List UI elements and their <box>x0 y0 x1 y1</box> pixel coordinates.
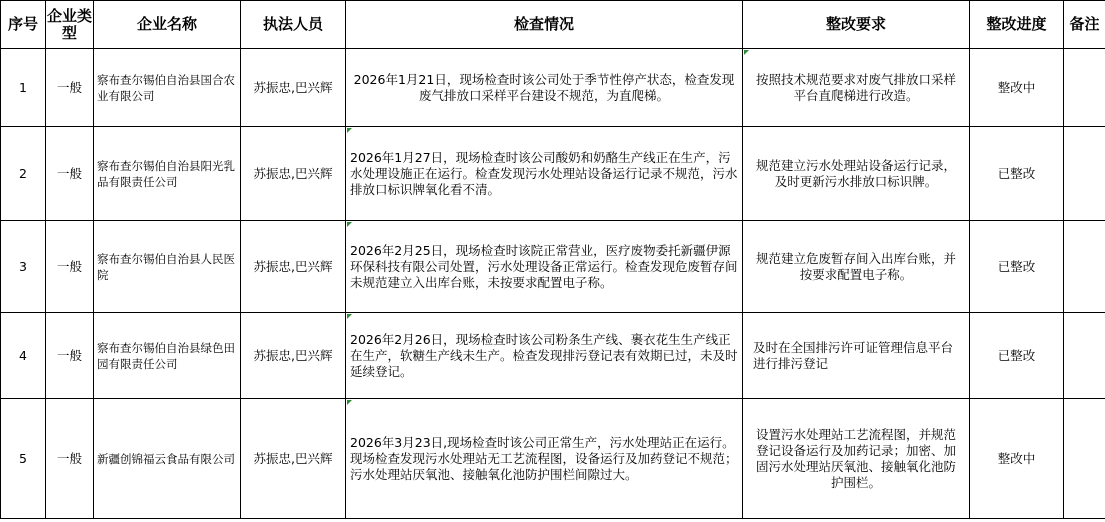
row-remarks <box>1064 127 1105 221</box>
row-index: 3 <box>1 221 46 313</box>
row-type: 一般 <box>46 313 94 399</box>
row-company: 新疆创锦福云食品有限公司 <box>94 399 241 519</box>
row-inspection: 2026年1月27日，现场检查时该公司酸奶和奶酪生产线正在生产，污水处理设施正在运行。检查发现污水处理站设备运行记录不规范，污水排放口标识牌氧化看不清。 <box>346 127 743 221</box>
row-inspection: 2026年1月21日，现场检查时该公司处于季节性停产状态，检查发现废气排放口采样平台建设不规范，为直爬梯。 <box>346 49 743 127</box>
row-type: 一般 <box>46 221 94 313</box>
row-progress: 已整改 <box>970 127 1064 221</box>
row-remarks <box>1064 399 1105 519</box>
row-inspection: 2026年2月26日，现场检查时该公司粉条生产线、裹衣花生生产线正在生产，软糖生产线未生产。检查发现排污登记表有效期已过，未及时延续登记。 <box>346 313 743 399</box>
row-type: 一般 <box>46 49 94 127</box>
header-requirement: 整改要求 <box>743 1 970 49</box>
row-type: 一般 <box>46 127 94 221</box>
table-row <box>1 313 1105 399</box>
row-index: 1 <box>1 49 46 127</box>
header-remarks: 备注 <box>1064 1 1105 49</box>
row-officers: 苏振忠,巴兴辉 <box>241 127 346 221</box>
header-index: 序号 <box>1 1 46 49</box>
row-requirement: 按照技术规范要求对废气排放口采样平台直爬梯进行改造。 <box>743 49 970 127</box>
table-row <box>1 127 1105 221</box>
row-requirement: 规范建立危废暂存间入出库台账，并按要求配置电子称。 <box>743 221 970 313</box>
row-company: 察布查尔锡伯自治县阳光乳品有限责任公司 <box>94 127 241 221</box>
header-progress: 整改进度 <box>970 1 1064 49</box>
header-officers: 执法人员 <box>241 1 346 49</box>
row-index: 5 <box>1 399 46 519</box>
row-progress: 已整改 <box>970 221 1064 313</box>
row-inspection: 2026年2月25日，现场检查时该院正常营业，医疗废物委托新疆伊源环保科技有限公司处置，污水处理设备正常运行。检查发现危废暂存间未规范建立入出库台账，未按要求配置电子称。 <box>346 221 743 313</box>
row-inspection: 2026年3月23日,现场检查时该公司正常生产，污水处理站正在运行。现场检查发现污水处理站无工艺流程图，设备运行及加药登记不规范；污水处理站厌氧池、接触氧化池防护围栏间隙过大。 <box>346 399 743 519</box>
row-index: 4 <box>1 313 46 399</box>
header-row <box>1 1 1105 49</box>
row-index: 2 <box>1 127 46 221</box>
row-requirement: 设置污水处理站工艺流程图，并规范登记设备运行及加药记录；加密、加固污水处理站厌氧池、接触氧化池防护围栏。 <box>743 399 970 519</box>
header-company: 企业名称 <box>94 1 241 49</box>
header-inspection: 检查情况 <box>346 1 743 49</box>
row-remarks <box>1064 49 1105 127</box>
row-requirement: 规范建立污水处理站设备运行记录，及时更新污水排放口标识牌。 <box>743 127 970 221</box>
row-company: 察布查尔锡伯自治县国合农业有限公司 <box>94 49 241 127</box>
row-requirement: 及时在全国排污许可证管理信息平台进行排污登记 <box>743 313 970 399</box>
row-officers: 苏振忠,巴兴辉 <box>241 221 346 313</box>
row-remarks <box>1064 221 1105 313</box>
row-progress: 整改中 <box>970 49 1064 127</box>
row-officers: 苏振忠,巴兴辉 <box>241 49 346 127</box>
row-remarks <box>1064 313 1105 399</box>
row-type: 一般 <box>46 399 94 519</box>
header-type: 企业类型 <box>46 1 94 49</box>
row-company: 察布查尔锡伯自治县绿色田园有限责任公司 <box>94 313 241 399</box>
row-company: 察布查尔锡伯自治县人民医院 <box>94 221 241 313</box>
row-officers: 苏振忠,巴兴辉 <box>241 399 346 519</box>
table-row <box>1 49 1105 127</box>
row-officers: 苏振忠,巴兴辉 <box>241 313 346 399</box>
table-row <box>1 399 1105 519</box>
table-row <box>1 221 1105 313</box>
row-progress: 已整改 <box>970 313 1064 399</box>
row-progress: 整改中 <box>970 399 1064 519</box>
